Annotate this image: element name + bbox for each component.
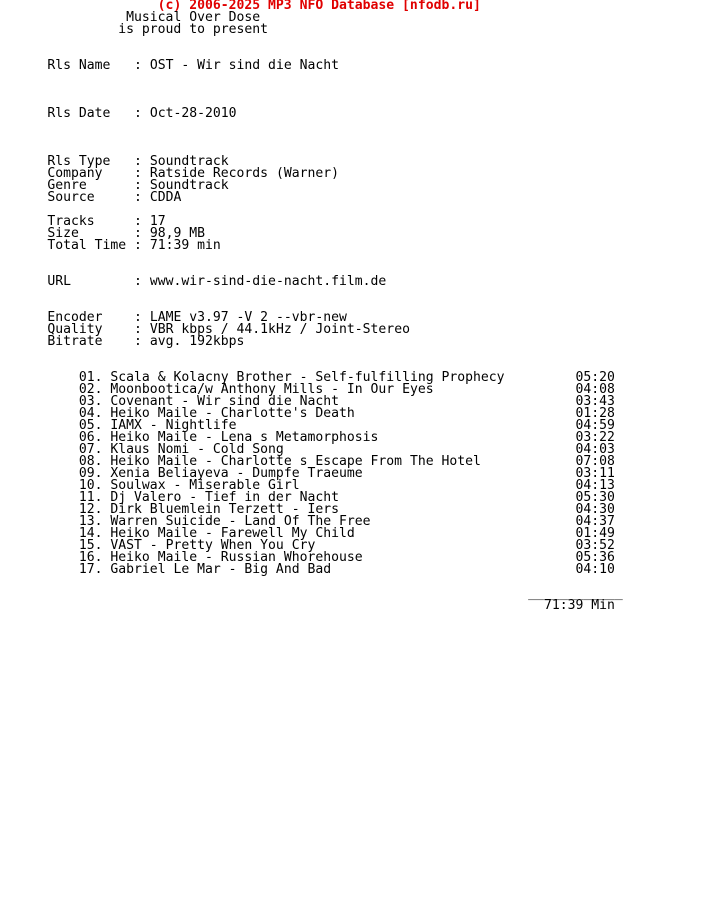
company-value: Ratside Records (Warner) (149, 166, 340, 181)
tracks-value: 17 (149, 214, 166, 229)
url-label: URL (47, 274, 135, 289)
separator: : (134, 238, 150, 253)
track-title: Heiko Maile - Lena s Metamorphosis (110, 430, 379, 445)
track-title: Scala & Kolacny Brother - Self-fulfilling Prophecy (110, 370, 505, 385)
url-value: www.wir-sind-die-nacht.film.de (149, 274, 387, 289)
separator: : (134, 214, 150, 229)
track-duration: 01:28 (575, 406, 615, 421)
track-number: 10. (78, 478, 103, 493)
separator: : (134, 310, 150, 325)
track-title: Xenia Beliayeva - Dumpfe Traeume (110, 466, 363, 481)
track-title: VAST - Pretty When You Cry (110, 538, 316, 553)
size-value: 98,9 MB (149, 226, 205, 241)
track-title: Soulwax - Miserable Girl (110, 478, 300, 493)
genre-label: Genre (47, 178, 135, 193)
track-number: 17. (78, 562, 103, 577)
track-title: Klaus Nomi - Cold Song (110, 442, 284, 457)
track-number: 01. (78, 370, 103, 385)
total-time-value: 71:39 min (149, 238, 221, 253)
track-number: 03. (78, 394, 103, 409)
track-number: 16. (78, 550, 103, 565)
track-number: 02. (78, 382, 103, 397)
copyright-banner: (c) 2006-2025 MP3 NFO Database [nfodb.ru] (157, 0, 481, 13)
separator: : (134, 322, 150, 337)
track-duration: 04:13 (575, 478, 615, 493)
track-title: Covenant - Wir sind die Nacht (110, 394, 340, 409)
total-duration: 71:39 Min (543, 598, 615, 613)
track-duration: 04:08 (575, 382, 615, 397)
track-duration: 05:36 (575, 550, 615, 565)
track-title: Heiko Maile - Charlotte's Death (110, 406, 355, 421)
separator: : (134, 334, 150, 349)
track-duration: 03:22 (575, 430, 615, 445)
track-title: Heiko Maile - Farewell My Child (110, 526, 355, 541)
track-row (0, 564, 623, 576)
track-title: Warren Suicide - Land Of The Free (110, 514, 371, 529)
bitrate-label: Bitrate (47, 334, 135, 349)
source-label: Source (47, 190, 135, 205)
encoder-label: Encoder (47, 310, 135, 325)
separator: : (134, 226, 150, 241)
rls-date-value: Oct-28-2010 (149, 106, 237, 121)
track-duration: 04:03 (575, 442, 615, 457)
source-value: CDDA (149, 190, 182, 205)
track-number: 14. (78, 526, 103, 541)
separator: : (134, 106, 150, 121)
rls-name-value: OST - Wir sind die Nacht (149, 58, 340, 73)
encoder-value: LAME v3.97 -V 2 --vbr-new (149, 310, 347, 325)
tracks-label: Tracks (47, 214, 135, 229)
track-duration: 01:49 (575, 526, 615, 541)
rls-type-value: Soundtrack (149, 154, 229, 169)
track-duration: 03:11 (575, 466, 615, 481)
track-duration: 05:20 (575, 370, 615, 385)
size-label: Size (47, 226, 135, 241)
separator: : (134, 190, 150, 205)
track-number: 04. (78, 406, 103, 421)
track-title: Moonbootica/w Anthony Mills - In Our Eyes (110, 382, 434, 397)
track-duration: 07:08 (575, 454, 615, 469)
track-list (0, 372, 623, 576)
track-number: 05. (78, 418, 103, 433)
track-title: Gabriel Le Mar - Big And Bad (110, 562, 332, 577)
total-time-label: Total Time (47, 238, 135, 253)
track-duration: 03:43 (575, 394, 615, 409)
separator: : (134, 58, 150, 73)
track-title: Dirk Bluemlein Terzett - Iers (110, 502, 340, 517)
track-number: 07. (78, 442, 103, 457)
separator: : (134, 178, 150, 193)
track-number: 09. (78, 466, 103, 481)
track-number: 15. (78, 538, 103, 553)
track-title: Dj Valero - Tief in der Nacht (110, 490, 340, 505)
rls-date-label: Rls Date (47, 106, 135, 121)
rls-name-label: Rls Name (47, 58, 135, 73)
present-line: is proud to present (118, 22, 269, 37)
track-number: 12. (78, 502, 103, 517)
separator: : (134, 274, 150, 289)
track-duration: 04:30 (575, 502, 615, 517)
quality-label: Quality (47, 322, 135, 337)
track-title: IAMX - Nightlife (110, 418, 237, 433)
rls-type-label: Rls Type (47, 154, 135, 169)
track-duration: 05:30 (575, 490, 615, 505)
genre-value: Soundtrack (149, 178, 229, 193)
track-duration: 03:52 (575, 538, 615, 553)
separator: : (134, 166, 150, 181)
separator: : (134, 154, 150, 169)
track-duration: 04:37 (575, 514, 615, 529)
track-number: 08. (78, 454, 103, 469)
track-duration: 04:59 (575, 418, 615, 433)
company-label: Company (47, 166, 135, 181)
track-title: Heiko Maile - Charlotte s Escape From The Hotel (110, 454, 481, 469)
track-number: 11. (78, 490, 103, 505)
total-rule: ____________ (528, 586, 623, 601)
track-duration: 04:10 (575, 562, 615, 577)
quality-value: VBR kbps / 44.1kHz / Joint-Stereo (149, 322, 410, 337)
group-name: Musical Over Dose (126, 10, 261, 25)
track-number: 06. (78, 430, 103, 445)
track-title: Heiko Maile - Russian Whorehouse (110, 550, 363, 565)
track-number: 13. (78, 514, 103, 529)
bitrate-value: avg. 192kbps (149, 334, 245, 349)
